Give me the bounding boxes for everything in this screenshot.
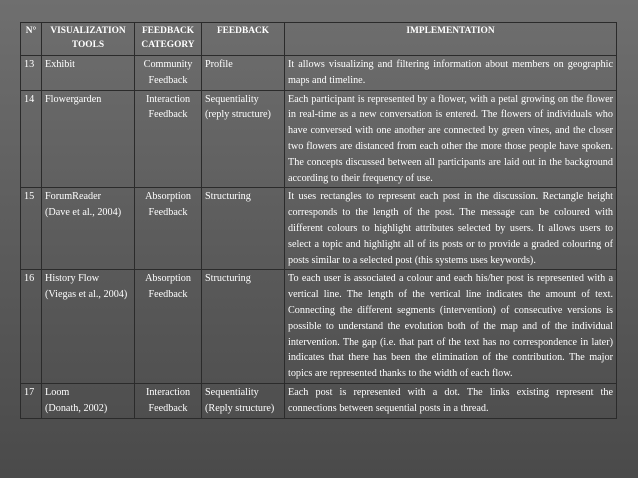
table-row xyxy=(21,383,617,418)
tool-name: Flowergarden xyxy=(45,93,102,105)
implementation-text: It allows visualizing and filtering information about members on geographic maps and timeline. xyxy=(285,56,617,91)
tool-reference: (Viegas et al., 2004) xyxy=(45,289,128,301)
header-number: N° xyxy=(21,23,42,56)
implementation-text: To each user is associated a colour and each his/her post is represented with a vertical line. The length of the vertical line indicates the amount of text. Connecting the different segments (intervention) of consecutive versions is possible to understand the evolution both of the map and of the individual intervention. The gap (i.e. that part of the text has no correspondence in later) indicates that there has been the elimination of the contribution. The major topics are represented thanks to the width of each flow. xyxy=(285,270,617,384)
feedback-category: Absorption Feedback xyxy=(135,270,202,384)
tool-name: Exhibit xyxy=(45,59,75,70)
feedback-category: Absorption Feedback xyxy=(135,188,202,270)
feedback-category: Interaction Feedback xyxy=(135,383,202,418)
feedback-table xyxy=(20,22,617,419)
tool-reference: (Donath, 2002) xyxy=(45,402,108,414)
tool-name: ForumReader xyxy=(45,191,102,203)
table-row xyxy=(21,90,617,188)
row-number: 16 xyxy=(21,270,42,384)
row-number: 15 xyxy=(21,188,42,270)
tool-cell xyxy=(42,270,135,384)
feedback-type: Structuring xyxy=(202,188,285,270)
table-row xyxy=(21,56,617,91)
tool-reference: (Dave et al., 2004) xyxy=(45,207,122,219)
tool-cell xyxy=(42,56,135,91)
implementation-text: Each participant is represented by a flower, with a petal growing on the flower in real-time as a new conversation is entered. The flowers of individuals who have conversed with one another are connected by green vines, and the closer two flowers are distanced from each other the more those people have spoken. The concepts discussed between all participants are laid out in the background according to their frequency of use. xyxy=(285,90,617,188)
header-visualization-tools: VISUALIZATION TOOLS xyxy=(42,23,135,56)
implementation-text: It uses rectangles to represent each post in the discussion. Rectangle height corresponds to the length of the post. The message can be coloured with different colours to highlight attributes selected by users. It allows users to select a topic and highlight all of its posts or to provide a graded colouring of posts similar to a selected post (this systems uses keywords). xyxy=(285,188,617,270)
tool-cell xyxy=(42,383,135,418)
tool-name: History Flow xyxy=(45,273,100,285)
tool-cell xyxy=(42,188,135,270)
feedback-type: Profile xyxy=(202,56,285,91)
feedback-category: Interaction Feedback xyxy=(135,90,202,188)
feedback-type: Sequentiality (reply structure) xyxy=(202,90,285,188)
header-feedback-category: FEEDBACK CATEGORY xyxy=(135,23,202,56)
tool-name: Loom xyxy=(45,386,70,398)
implementation-text: Each post is represented with a dot. The links existing represent the connections between sequential posts in a thread. xyxy=(285,383,617,418)
header-implementation: IMPLEMENTATION xyxy=(285,23,617,56)
feedback-category: Community Feedback xyxy=(135,56,202,91)
table-row xyxy=(21,270,617,384)
row-number: 14 xyxy=(21,90,42,188)
row-number: 17 xyxy=(21,383,42,418)
tool-cell xyxy=(42,90,135,188)
row-number: 13 xyxy=(21,56,42,91)
header-feedback: FEEDBACK xyxy=(202,23,285,56)
table-header-row xyxy=(21,23,617,56)
feedback-type: Sequentiality (Reply structure) xyxy=(202,383,285,418)
table-row xyxy=(21,188,617,270)
feedback-type: Structuring xyxy=(202,270,285,384)
